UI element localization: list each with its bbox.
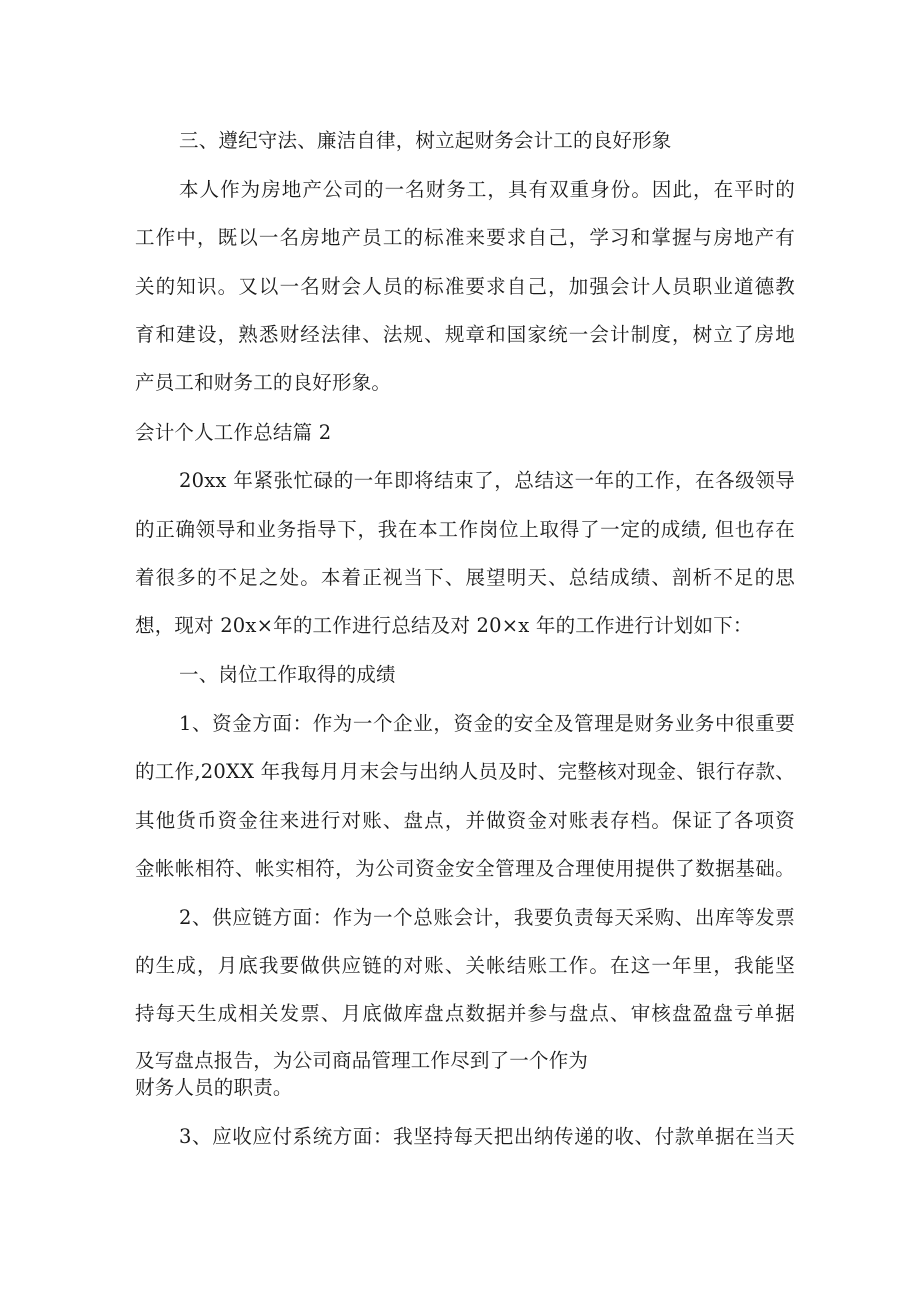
paragraph-line: 工作中，既以一名房地产员工的标准来要求自己，学习和掌握与房地产有	[135, 226, 795, 249]
paragraph-line: 的正确领导和业务指导下，我在本工作岗位上取得了一定的成绩, 但也存在	[135, 518, 795, 541]
paragraph-line: 及写盘点报告，为公司商品管理工作尽到了一个作为	[135, 1049, 589, 1072]
paragraph-line: 的工作,20XX 年我每月月末会与出纳人员及时、完整核对现金、银行存款、	[135, 760, 795, 783]
paragraph-line: 关的知识。又以一名财会人员的标准要求自己，加强会计人员职业道德教	[135, 275, 795, 298]
paragraph-line: 育和建设，熟悉财经法律、法规、规章和国家统一会计制度，树立了房地	[135, 323, 795, 346]
paragraph-line: 3、应收应付系统方面：我坚持每天把出纳传递的收、付款单据在当天	[179, 1125, 795, 1148]
paragraph-line: 其他货币资金往来进行对账、盘点，并做资金对账表存档。保证了各项资	[135, 809, 795, 832]
section-heading: 一、岗位工作取得的成绩	[179, 663, 396, 686]
section-heading: 三、遵纪守法、廉洁自律，树立起财务会计工的良好形象	[179, 129, 672, 152]
chapter-title: 会计个人工作总结篇 2	[135, 421, 332, 444]
paragraph-line: 持每天生成相关发票、月底做库盘点数据并参与盘点、审核盘盈盘亏单据	[135, 1002, 795, 1025]
paragraph-line: 20xx 年紧张忙碌的一年即将结束了，总结这一年的工作，在各级领导	[179, 469, 795, 492]
paragraph-line: 本人作为房地产公司的一名财务工，具有双重身份。因此，在平时的	[179, 178, 795, 201]
paragraph-line: 的生成，月底我要做供应链的对账、关帐结账工作。在这一年里，我能坚	[135, 954, 795, 977]
paragraph-line: 2、供应链方面：作为一个总账会计，我要负责每天采购、出库等发票	[179, 906, 795, 929]
paragraph-line: 着很多的不足之处。本着正视当下、展望明天、总结成绩、剖析不足的思	[135, 566, 795, 589]
paragraph-line: 想，现对 20x×年的工作进行总结及对 20×x 年的工作进行计划如下：	[135, 614, 753, 637]
paragraph-line: 金帐帐相符、帐实相符，为公司资金安全管理及合理使用提供了数据基础。	[135, 857, 795, 880]
paragraph-line: 产员工和财务工的良好形象。	[135, 371, 392, 394]
paragraph-line: 1、资金方面：作为一个企业，资金的安全及管理是财务业务中很重要	[179, 712, 795, 735]
paragraph-line: 财务人员的职责。	[135, 1076, 293, 1099]
